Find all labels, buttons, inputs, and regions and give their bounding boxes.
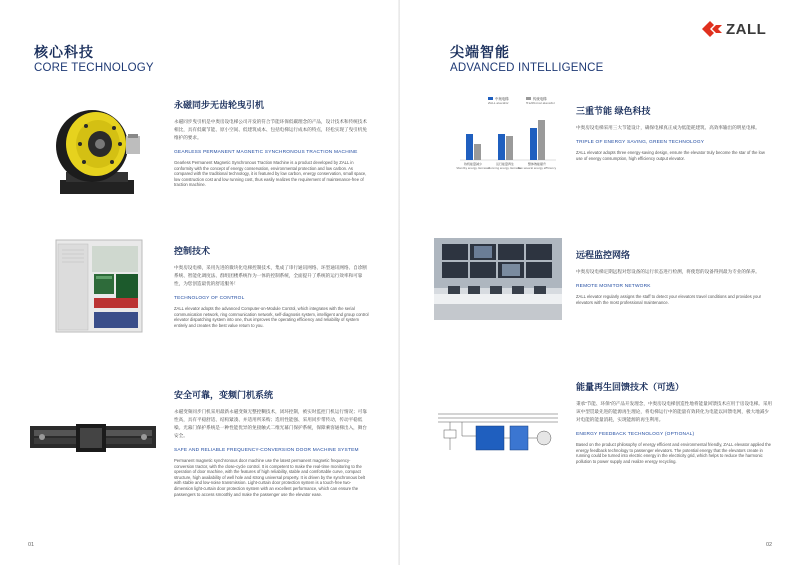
bar-traditional-running	[506, 136, 513, 160]
bar-zall-running	[498, 134, 505, 160]
category-label-efficiency-en: Run several energy efficiency	[517, 167, 557, 170]
energy-saving-chart	[456, 94, 560, 182]
traction-machine-title: 永磁同步无齿轮曳引机	[174, 100, 265, 110]
category-label-running: 运行能量再生	[495, 162, 515, 166]
door-machine-title: 安全可靠，变频门机系统	[174, 390, 274, 400]
category-label-efficiency: 整体效能提升	[527, 162, 547, 166]
control-technology-title-en: TECHNOLOGY OF CONTROL	[174, 296, 245, 301]
energy-feedback-diagram	[436, 400, 562, 456]
bar-zall-efficiency	[530, 128, 537, 160]
legend-sub-traditional: Traditional elevator	[526, 101, 555, 105]
bar-zall-standby	[466, 134, 473, 160]
control-technology-block	[174, 244, 370, 328]
core-technology-heading-en: CORE TECHNOLOGY	[34, 62, 154, 74]
legend-sub-zall: ZALL elevator	[488, 101, 509, 105]
category-label-standby: 待机能量减少	[463, 162, 483, 166]
control-cabinet-image	[54, 238, 144, 334]
category-label-running-en: Running energy decrease	[488, 167, 522, 170]
remote-monitor-title: 远程监控网络	[576, 250, 631, 260]
legend-swatch-zall	[488, 97, 493, 100]
energy-saving-title-en: TRIPLE OF ENERGY SAVING, GREEN TECHNOLOGY	[576, 140, 705, 145]
energy-saving-title: 三重节能 绿色科技	[576, 106, 651, 116]
door-machine-title-en: SAFE AND RELIABLE FREQUENCY-CONVERSION DOOR MACHINE SYSTEM	[174, 448, 359, 453]
traction-machine-text-cn: 永磁同步曳引机是中奥房设电梯公司开发的符合节能环保低碳理念的产品，设计技术和传统技术相比，具有低碳节能、原小空间、低建筑成本、包括电梯运行成本的特点，轻松实现了曳引机免维护的要求。	[174, 119, 367, 140]
door-machine-text-en: Permanent magnetic synchronous door machine use the latest permanent magnetic frequency-conversion tractor, with the close-cycle control. It is competent to make the real-time monitoring to the operation of door machine, with the features of high reliability, stable and comfortable curve, compact structure, high availability of well hole and strong universal property. It is driven by the synchronous belt with stable and low-noise transmission. Light-curtain door protection system is a touch-free two-dimension light-curtain door protection system with an excellent performance, which can ensure the passengers to access smoothly and make the passenger use the elevator ease.	[174, 458, 366, 497]
remote-monitor-text-cn: 中奥房设电梯定期远程对您设备的运行状态进行检测，将使您的设备得到最为专业的保养。	[576, 269, 760, 274]
remote-monitor-block	[576, 248, 772, 305]
energy-feedback-title: 能量再生回馈技术（可选）	[576, 382, 685, 392]
energy-feedback-title-en: ENERGY FEEDBACK TECHNOLOGY (OPTIONAL)	[576, 432, 695, 437]
zall-logo-text: ZALL	[726, 20, 767, 38]
core-technology-heading-cn: 核心科技	[34, 44, 94, 60]
remote-monitor-text-en: ZALL elevator regularly assigns the staff to detect your elevators travel conditions and provides your elevators with the most professional maintenance.	[576, 294, 762, 305]
control-technology-title: 控制技术	[174, 246, 211, 256]
door-machine-block	[174, 388, 370, 497]
door-machine-text-cn: 永磁变频同步门机采用最新永磁变频无整控糊技术，闭环控制，被实时监控门机运行情况；可靠性高，具有平稳舒适、结构紧凑、并适用所采购；选用性能强、采用同步带传动，传动平稳低噪。光幕门保护系统是一种性能优异的免接触式二维光幕门保护系统，保障乘客通梯出入，舞台安全。	[174, 409, 367, 438]
traction-machine-title-en: GEARLESS PERMANENT MAGNETIC SYNCHRONOUS TRACTION MACHINE	[174, 150, 358, 155]
energy-feedback-block	[576, 380, 772, 464]
control-technology-text-en: ZALL elevator adopts the advanced Computer-on-Module Control, which integrates with the serial communication network, ring communication network, self-diagnosis system, intelligent and group control elevator dispatching system into one, thus improves the operating efficiency and reliability of system entirely and creates the best value return to you.	[174, 306, 369, 328]
traction-machine-text-en: Gearless Permanent Magnetic Synchronous Traction Machine is a product developed by ZALL in conformity with the concept of energy conservation, environmental protection and low carbon. As compared with the traditional technology, it is featured by low carbon, energy conservation, small space, low construction cost and low running cost, thus easily realizes the requirement of maintenance-free of traction machine.	[174, 160, 367, 188]
bar-traditional-efficiency	[538, 120, 545, 160]
page-number-right: 02	[766, 542, 773, 548]
door-machine-image	[28, 420, 158, 456]
advanced-intelligence-heading-en: ADVANCED INTELLIGENCE	[450, 62, 604, 74]
zall-logo-icon	[702, 20, 722, 38]
energy-feedback-text-en: Based on the product philosophy of energy efficient and environmental friendly, ZALL elevator applied the energy feedback technology to passenger elevators. The potential energy that the elevators create in running could be turned into electric energy in the electricity grid, which helps to reduce the harmonic pollution to power supply and realize energy recycling.	[576, 442, 771, 464]
zall-logo	[702, 20, 766, 38]
advanced-intelligence-heading-cn: 尖端智能	[450, 44, 510, 60]
category-label-standby-en: Standby energy decrease	[456, 167, 490, 170]
legend-label-zall: 中奥电梯	[495, 97, 509, 101]
remote-monitor-title-en: REMOTE MONITOR NETWORK	[576, 284, 651, 289]
energy-saving-text-en: ZALL elevator adopts three energy-saving design, ensure the elevator truly become the star of the low use of energy consumption, high efficiency output elevator.	[576, 150, 765, 161]
legend-swatch-traditional	[526, 97, 531, 100]
right-page	[400, 0, 800, 565]
energy-saving-text-cn: 中奥房设电梯采用三大节能设计，确保电梯真正成为低能耗建筑、高效率输出的明星电梯。	[576, 125, 760, 130]
energy-saving-block	[576, 104, 772, 161]
traction-machine-block	[174, 98, 370, 188]
traction-machine-image	[50, 96, 150, 204]
remote-monitoring-image	[434, 238, 562, 320]
page-number-left: 01	[28, 542, 35, 548]
control-technology-text-cn: 中奥房设电梯，采用先进的微块化电梯控制技术，集成了串行通讯网络、环型通讯网络、自诊断系统、智能化调度法、群组团楼系统作为一体的控制系统，全面提升了系统的运行效率和可靠性，为您创造最优的舒适服务！	[174, 265, 367, 286]
bar-traditional-standby	[474, 144, 481, 160]
legend-label-traditional: 传统电梯	[533, 97, 547, 101]
energy-feedback-text-cn: 秉承“节能、环保”的产品开发理念，中奥房设电梯创造性地将能量回馈技术应用于房设电梯。采用该中型贯最先进的能源再生理论，将电梯运行中的能量有效转化为电能以回馈电网，极大地减少对电能的能量消耗，实现能源的再生利用。	[576, 401, 773, 422]
